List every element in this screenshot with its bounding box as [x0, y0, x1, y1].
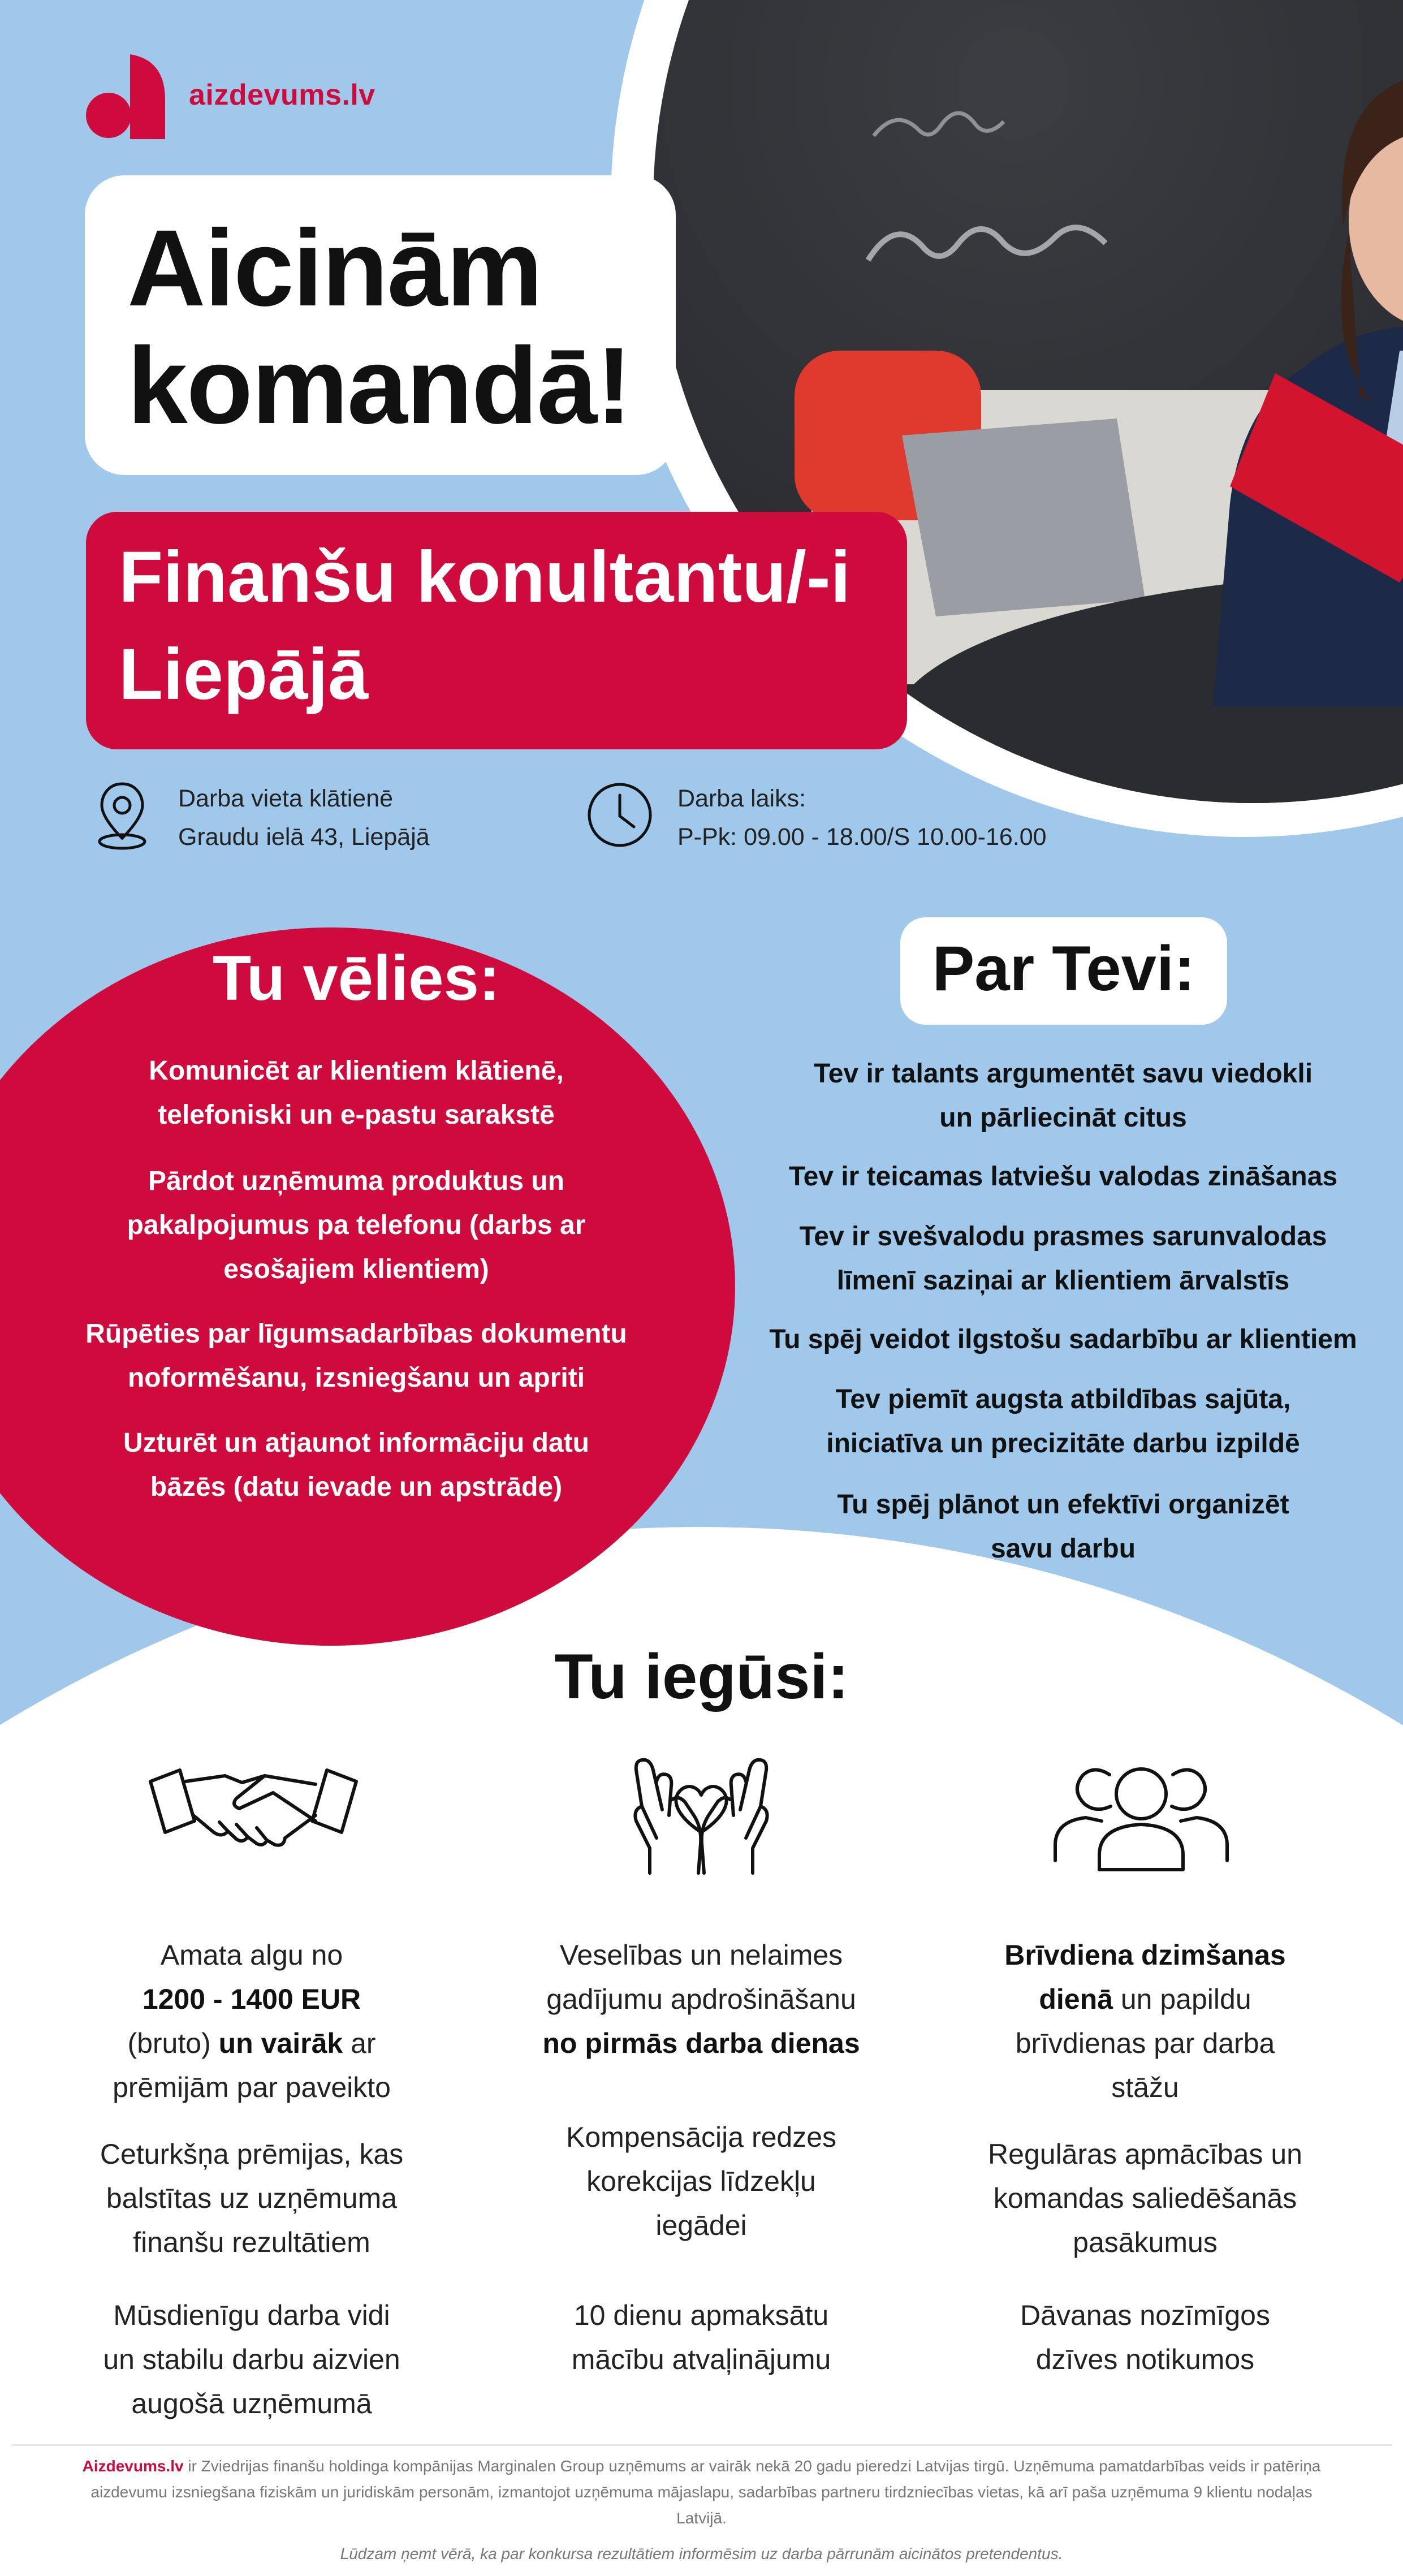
about-item: Tu spēj plānot un efektīvi organizēt savu darbu [837, 1490, 1289, 1564]
brand-logo[interactable] [84, 50, 375, 140]
benefit-birthday-off: Brīvdiena dzimšanas dienā un papildu brīvdienas par darba stāžu [1004, 1939, 1286, 2103]
about-item: Tev ir teicamas latviešu valodas zināšanas [788, 1162, 1338, 1192]
position-title: Finanšu konultantu/-i Liepājā [119, 537, 851, 715]
benefits-title: Tu iegūsi: [554, 1641, 849, 1712]
footer-divider [11, 2444, 1392, 2446]
about-item: Tev piemīt augsta atbildības sajūta, iniciatīva un precizitāte darbu izpildē [826, 1384, 1300, 1459]
wants-item: Rūpēties par līgumsadarbības dokumentu noformēšanu, izsniegšanu un apriti [85, 1319, 627, 1393]
benefit-vision-compensation: Kompensācija redzes korekcijas līdzekļu iegādei [565, 2121, 837, 2241]
handshake-icon [146, 1759, 361, 1858]
wants-item: Pārdot uzņēmuma produktus un pakalpojumus pa telefonu (darbs ar esošajiem klientiem) [127, 1166, 586, 1284]
footer-brand-link[interactable]: Aizdevums.lv [82, 2457, 184, 2475]
footer-note: Lūdzam ņemt vērā, ka par konkursa rezultātiem informēsim uz darba pārrunām aicinātos pretendentus. [340, 2545, 1063, 2562]
benefit-insurance: Veselības un nelaimes gadījumu apdrošināšanu no pirmās darba dienas [542, 1939, 860, 2059]
benefit-quarterly-bonus: Ceturkšņa prēmijas, kas balstītas uz uzņēmuma finanšu rezultātiem [100, 2138, 404, 2258]
working-hours-info: Darba laiks: P-Pk: 09.00 - 18.00/S 10.00-16.00 [677, 785, 1047, 851]
benefit-training: Regulāras apmācības un komandas saliedēšanās pasākumus [988, 2138, 1302, 2258]
benefit-gifts: Dāvanas nozīmīgos dzīves notikumos [1020, 2299, 1270, 2375]
benefit-salary: Amata algu no 1200 - 1400 EUR (bruto) un vairāk ar prēmijām par paveikto [113, 1939, 391, 2103]
company-description: Aizdevums.lv ir Zviedrijas finanšu holdinga kompānijas Marginalen Group uzņēmums ar vairāk nekā 20 gadu pieredzi Latvijas tirgū. Uzņēmuma pamatdarbības veids ir patēriņa aizdevumu izsniegšana fiziskām un juridiskām personām, izmantojot uzņēmuma mājaslapu, sadarbības partneru tirdzniecības vietas, kā arī paša uzņēmuma 9 klientu nodaļas Latvijā. [82, 2457, 1321, 2527]
about-title: Par Tevi: [932, 933, 1195, 1004]
benefit-study-leave: 10 dienu apmaksātu mācību atvaļinājumu [571, 2299, 831, 2375]
logo-text: aizdevums.lv [189, 79, 375, 111]
about-item: Tu spēj veidot ilgstošu sadarbību ar klientiem [769, 1324, 1357, 1354]
clock-icon [585, 780, 654, 852]
headline: Aicinām komandā! [127, 207, 631, 446]
about-item: Tev ir svešvalodu prasmes sarunvalodas līmenī saziņai ar klientiem ārvalstīs [799, 1222, 1327, 1296]
wants-item: Komunicēt ar klientiem klātienē, telefoniski un e-pastu sarakstē [149, 1056, 564, 1130]
location-pin-icon [95, 779, 149, 856]
team-icon [1051, 1759, 1232, 1875]
wants-item: Uzturēt un atjaunot informāciju datu bāzēs (datu ievade un apstrāde) [123, 1428, 589, 1502]
hands-heart-icon [631, 1747, 772, 1880]
logo-mark-icon [84, 50, 174, 140]
wants-title: Tu vēlies: [212, 943, 500, 1013]
location-info: Darba vieta klātienē Graudu ielā 43, Liepājā [178, 785, 430, 851]
benefit-work-environment: Mūsdienīgu darba vidi un stabilu darbu aizvien augošā uzņēmumā [103, 2299, 400, 2419]
about-item: Tev ir talants argumentēt savu viedokli un pārliecināt citus [813, 1059, 1313, 1133]
